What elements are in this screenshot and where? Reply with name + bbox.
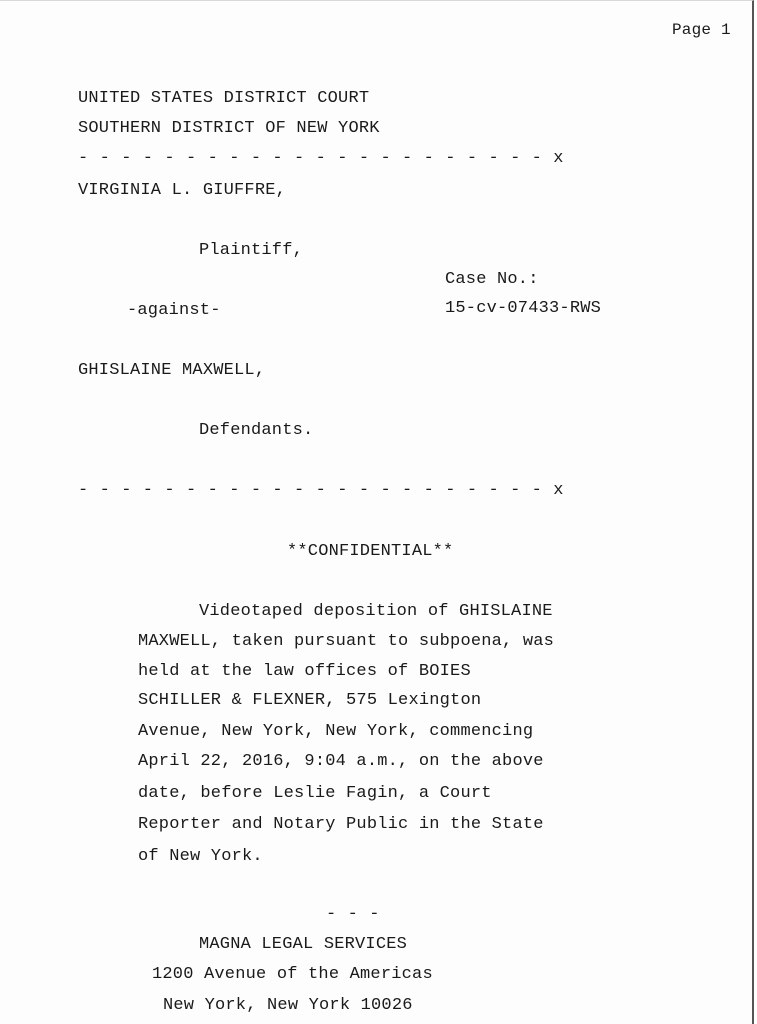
defendant-role: Defendants. bbox=[199, 421, 314, 440]
reporter-address-line1: 1200 Avenue of the Americas bbox=[152, 965, 433, 984]
body-line: of New York. bbox=[138, 847, 263, 866]
caption-separator-bottom: - - - - - - - - - - - - - - - - - - - - - - x bbox=[78, 481, 565, 500]
caption-separator-top: - - - - - - - - - - - - - - - - - - - - - - x bbox=[78, 149, 565, 168]
body-line: held at the law offices of BOIES bbox=[138, 662, 471, 681]
reporter-address-line2: New York, New York 10026 bbox=[163, 996, 413, 1015]
body-line: MAXWELL, taken pursuant to subpoena, was bbox=[138, 632, 555, 651]
defendant-name: GHISLAINE MAXWELL, bbox=[78, 361, 266, 380]
case-number-label: Case No.: bbox=[445, 270, 539, 289]
plaintiff-name: VIRGINIA L. GIUFFRE, bbox=[78, 181, 287, 200]
page-number: Page 1 bbox=[672, 21, 731, 39]
body-line: date, before Leslie Fagin, a Court bbox=[138, 784, 492, 803]
body-line: Avenue, New York, New York, commencing bbox=[138, 722, 534, 741]
plaintiff-role: Plaintiff, bbox=[199, 241, 304, 260]
reporter-company: MAGNA LEGAL SERVICES bbox=[199, 935, 408, 954]
court-name-line2: SOUTHERN DISTRICT OF NEW YORK bbox=[78, 119, 380, 138]
body-line: April 22, 2016, 9:04 a.m., on the above bbox=[138, 752, 544, 771]
section-divider: - - - bbox=[326, 905, 381, 924]
versus-label: -against- bbox=[127, 301, 221, 320]
body-line: SCHILLER & FLEXNER, 575 Lexington bbox=[138, 691, 482, 710]
court-name-line1: UNITED STATES DISTRICT COURT bbox=[78, 89, 370, 108]
confidential-label: **CONFIDENTIAL** bbox=[287, 542, 454, 561]
case-number-value: 15-cv-07433-RWS bbox=[445, 299, 602, 318]
body-line: Videotaped deposition of GHISLAINE bbox=[199, 602, 553, 621]
body-line: Reporter and Notary Public in the State bbox=[138, 815, 544, 834]
